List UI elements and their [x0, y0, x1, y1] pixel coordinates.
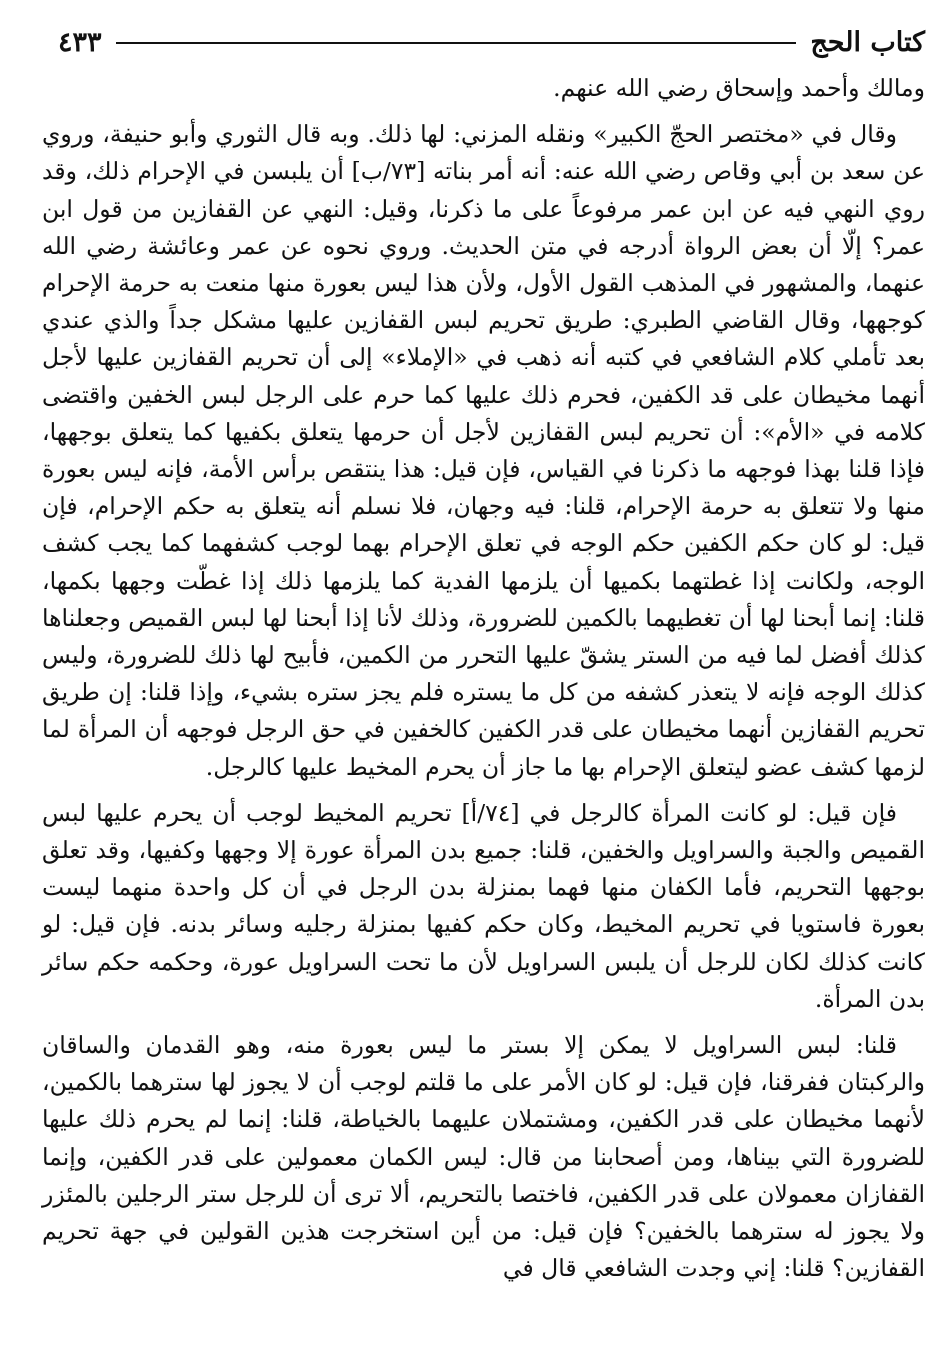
running-title: كتاب الحج [810, 27, 925, 58]
body-text [42, 70, 925, 1288]
header-rule [116, 42, 797, 44]
page-header [58, 20, 925, 66]
paragraph: قلنا: لبس السراويل لا يمكن إلا بستر ما ليس بعورة منه، وهو القدمان والساقان والركبتان ففرقنا، فإن قيل: لو كان الأمر على ما قلتم لوجب أن لا يجوز لها سترهما بالكمين، لأنهما مخيطان على قدر الكفين، ومشتملان عليهما بالخياطة، قلنا: إنما لم يحرم ذلك عليها للضرورة التي بيناها، ومن أصحابنا من قال: ليس الكمان معمولين على قدر الكفين، وإنما القفازان معمولان على قدر الكفين، فاختصا بالتحريم، ألا ترى أن للرجل ستر الرجلين بالمئزر ولا يجوز له سترهما بالخفين؟ فإن قيل: من أين استخرجت هذين القولين في جهة تحريم القفازين؟ قلنا: إني وجدت الشافعي قال في [42, 1031, 925, 1283]
paragraph: وقال في «مختصر الحجّ الكبير» ونقله المزني: لها ذلك. وبه قال الثوري وأبو حنيفة، وروي عن سعد بن أبي وقاص رضي الله عنه: أنه أمر بناته [٧٣/ب] أن يلبسن في الإحرام ذلك، وقد روي النهي فيه عن ابن عمر مرفوعاً على ما ذكرنا، وقيل: النهي عن القفازين من قول ابن عمر؟ إلّا أن بعض الرواة أدرجه في متن الحديث. وروي نحوه عن عمر وعائشة رضي الله عنهما، والمشهور في المذهب القول الأول، ولأن هذا ليس بعورة منها منعت به حرمة الإحرام كوجهها، وقال القاضي الطبري: طريق تحريم لبس القفازين عليها مشكل جداً والذي عندي بعد تأملي كلام الشافعي في كتبه أنه ذهب في «الإملاء» إلى أن تحريم القفازين عليها لأجل أنهما مخيطان على قد الكفين، فحرم ذلك عليها كما حرم على الرجل لبس الخفين واقتضى كلامه في «الأم»: أن تحريم لبس القفازين لأجل أن حرمها يتعلق بكفيها كما يتعلق بوجهها، فإذا قلنا بهذا فوجهه ما ذكرنا في القياس، فإن قيل: هذا ينتقص برأس الأمة، فإنه ليس بعورة منها ولا تتعلق به حرمة الإحرام، قلنا: فيه وجهان، فلا نسلم أنه يتعلق به حكم الإحرام، فإن قيل: لو كان حكم الكفين حكم الوجه في تعلق الإحرام بهما لوجب كشفهما كما يجب كشف الوجه، ولكانت إذا غطتهما بكميها أن يلزمها الفدية كما يلزمها ذلك إذا غطّت وجهها بكمها، قلنا: إنما أبحنا لها أن تغطيهما بالكمين للضرورة، وذلك لأنا إذا أبحنا لها لبس القميص وجعلناها كذلك أفضل لما فيه من الستر يشقّ عليها التحرر من الكمين، فأبيح لها ذلك للضرورة، وليس كذلك الوجه فإنه لا يتعذر كشفه من كل ما يستره فلم يجز ستره بشيء، وإذا قلنا: إن طريق تحريم القفازين أنهما مخيطان على قدر الكفين كالخفين في حق الرجل فوجهه أن المرأة لما لزمها كشف عضو ليتعلق الإحرام بها ما جاز أن يحرم المخيط عليها كالرجل. [42, 120, 926, 781]
paragraph: فإن قيل: لو كانت المرأة كالرجل في [٧٤/أ] تحريم المخيط لوجب أن يحرم عليها لبس القميص والجبة والسراويل والخفين، قلنا: جميع بدن المرأة عورة إلا وجهها وكفيها، وقد تعلق بوجهها التحريم، فأما الكفان منها فهما بمنزلة بدن الرجل في أن كل واحدة منهما ليست بعورة فاستويا في تحريم المخيط، وكان حكم كفيها بمنزلة رجليه وسائر بدنه. فإن قيل: لو كانت كذلك لكان للرجل أن يلبس السراويل لأن ما تحت السراويل عورة، وحكمه حكم سائر بدن المرأة. [42, 798, 925, 1013]
page-number: ٤٣٣ [58, 27, 102, 58]
paragraph: ومالك وأحمد وإسحاق رضي الله عنهم. [553, 74, 925, 102]
